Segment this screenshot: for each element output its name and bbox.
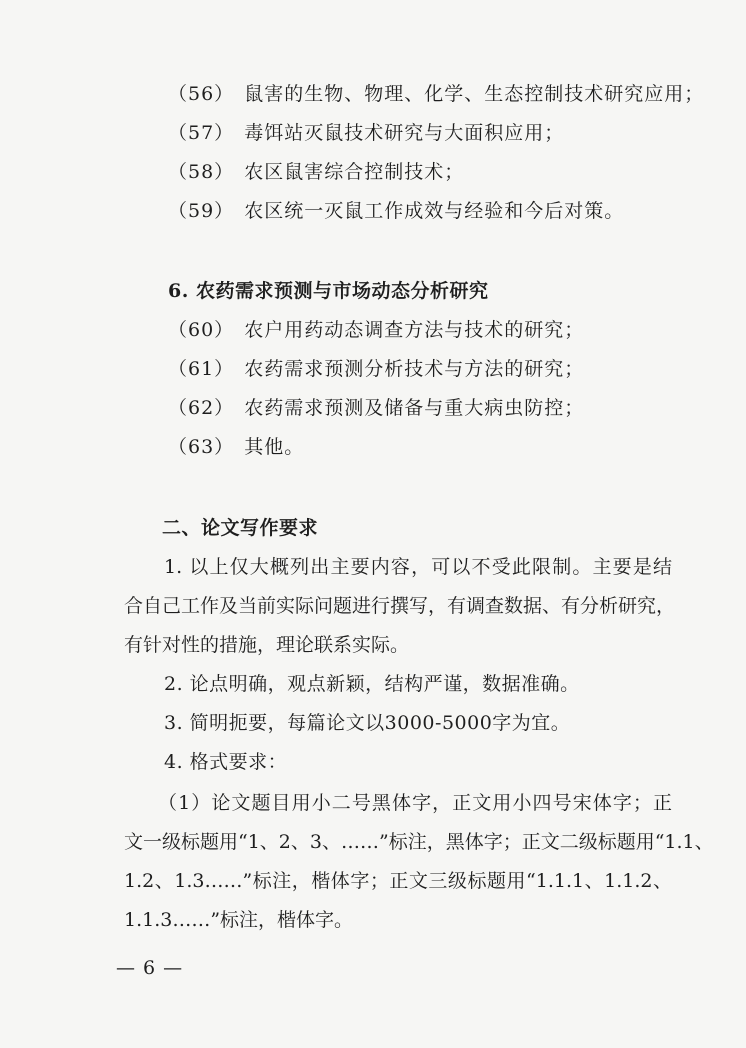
list-item: （62） 农药需求预测及储备与重大病虫防控； bbox=[168, 397, 585, 419]
list-item: （57） 毒饵站灭鼠技术研究与大面积应用； bbox=[168, 122, 565, 144]
list-item: （56） 鼠害的生物、物理、化学、生态控制技术研究应用； bbox=[168, 83, 705, 105]
list-item: （59） 农区统一灭鼠工作成效与经验和今后对策。 bbox=[168, 200, 625, 222]
paragraph-line: 1.2、1.3……”标注，楷体字；正文三级标题用“1.1.1、1.1.2、 bbox=[124, 870, 672, 892]
paragraph-line: 1.1.3……”标注，楷体字。 bbox=[124, 909, 354, 931]
section-heading: 二、论文写作要求 bbox=[162, 517, 319, 539]
paragraph-line: 3. 简明扼要，每篇论文以3000-5000字为宜。 bbox=[164, 712, 571, 734]
page-number: — 6 — bbox=[116, 957, 184, 979]
paragraph-line: 文一级标题用“1、2、3、……”标注，黑体字；正文二级标题用“1.1、 bbox=[124, 831, 714, 853]
list-item: （60） 农户用药动态调查方法与技术的研究； bbox=[168, 319, 585, 341]
list-item: （63） 其他。 bbox=[168, 436, 305, 458]
paragraph-line: 有针对性的措施，理论联系实际。 bbox=[124, 634, 410, 656]
paragraph-line: （1）论文题目用小二号黑体字，正文用小四号宋体字；正 bbox=[158, 792, 672, 814]
list-item: （58） 农区鼠害综合控制技术； bbox=[168, 161, 465, 183]
section-heading: 6. 农药需求预测与市场动态分析研究 bbox=[168, 280, 489, 302]
paragraph-line: 2. 论点明确，观点新颖，结构严谨，数据准确。 bbox=[164, 673, 580, 695]
list-item: （61） 农药需求预测分析技术与方法的研究； bbox=[168, 358, 585, 380]
paragraph-line: 4. 格式要求： bbox=[164, 751, 288, 773]
paragraph-line: 1. 以上仅大概列出主要内容，可以不受此限制。主要是结 bbox=[164, 556, 672, 578]
paragraph-line: 合自己工作及当前实际问题进行撰写，有调查数据、有分析研究， bbox=[124, 595, 676, 617]
